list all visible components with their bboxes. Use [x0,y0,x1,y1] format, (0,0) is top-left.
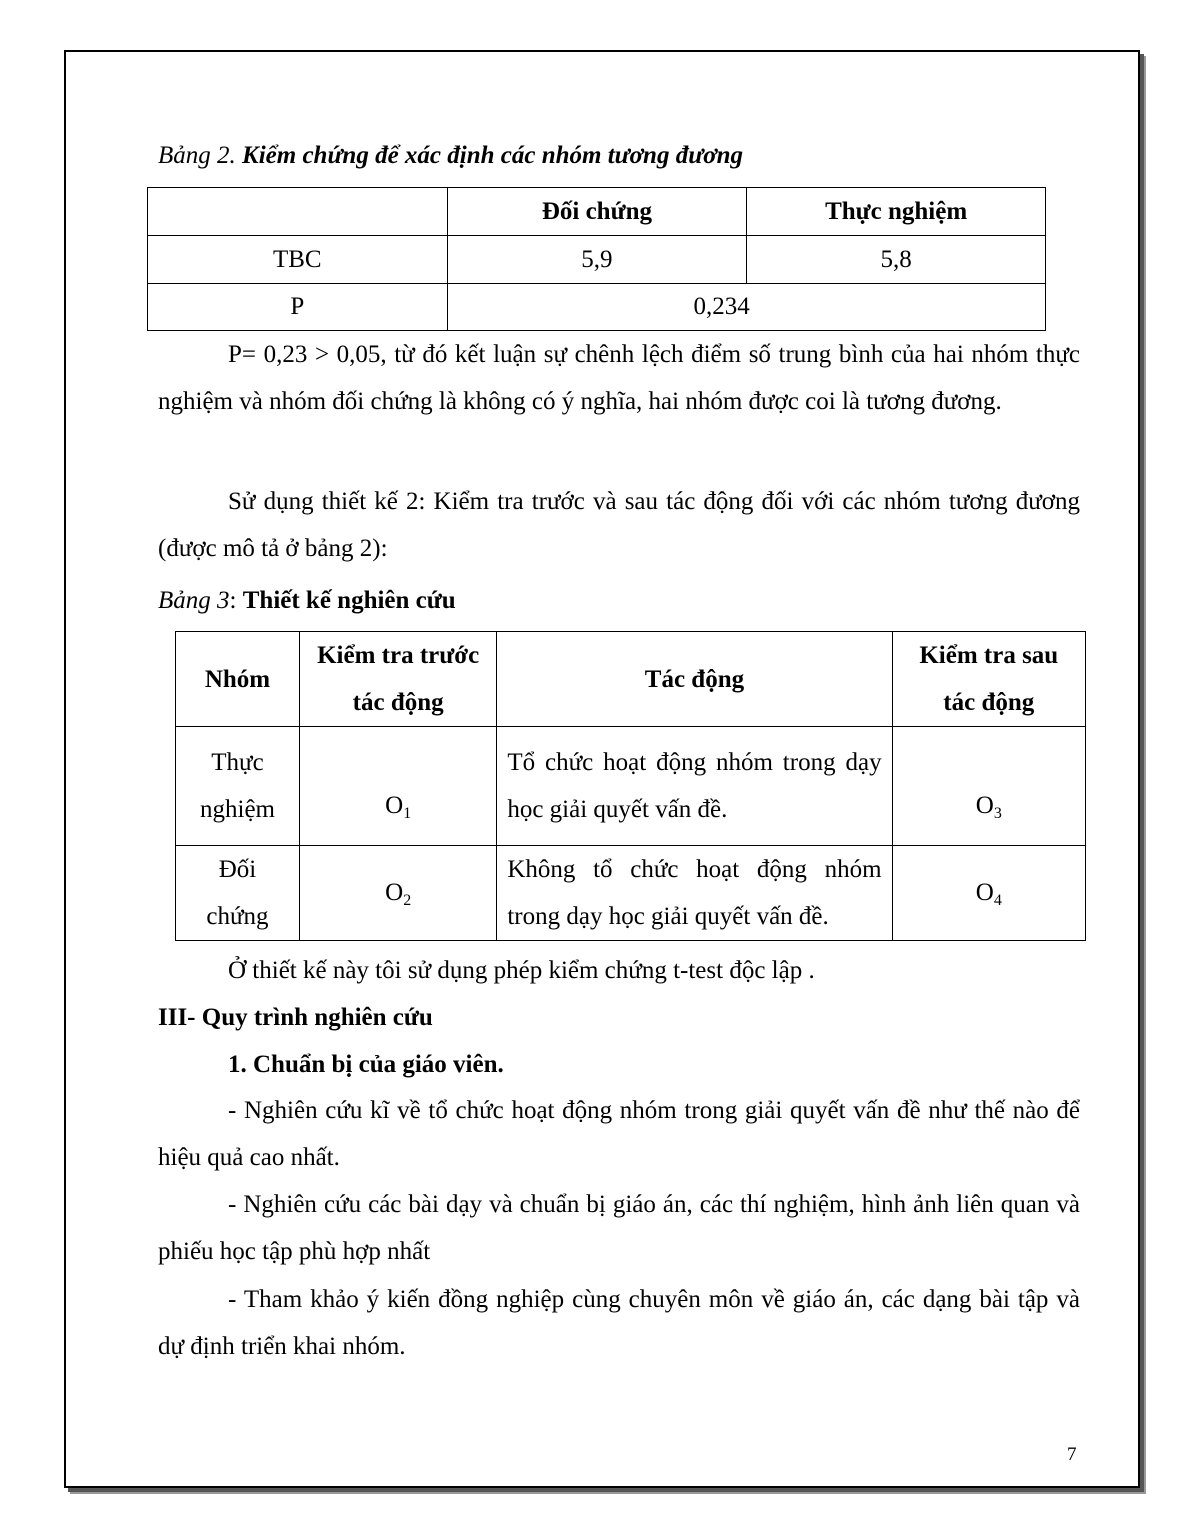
table3-group-cell: Đối chứng [176,846,300,941]
table2-header-row [148,188,1046,236]
table3-group-cell: Thực nghiệm [176,727,300,846]
table3-header-posttest: Kiểm tra sau tác động [892,632,1085,727]
table3-o-sub: 4 [993,892,1002,909]
table3-caption [158,585,456,617]
table3-caption-title: Thiết kế nghiên cứu [242,587,456,614]
bullet-item: - Tham khảo ý kiến đồng nghiệp cùng chuyên môn về giáo án, các dạng bài tập và dự định triển khai nhóm. [158,1286,1080,1360]
table2-row-tbc [148,236,1046,284]
table3-o-base: O [975,792,994,819]
table3-action-cell: Tổ chức hoạt động nhóm trong dạy học giải quyết vấn đề. [497,727,892,846]
table3-o-sub: 1 [403,805,412,822]
table3 [175,631,1086,941]
table3-o-sub: 3 [993,805,1002,822]
table3-o-base: O [975,879,994,906]
section-heading: III- Quy trình nghiên cứu [158,1004,433,1031]
subsection-heading: 1. Chuẩn bị của giáo viên. [228,1051,504,1078]
table3-o-base: O [385,879,404,906]
table2-cell-p-value: 0,234 [447,284,1045,331]
table2-cell: 5,9 [447,236,747,284]
page-number: 7 [1067,1444,1077,1465]
table3-header-row [176,632,1086,727]
table3-caption-sep: : [229,587,243,614]
table2-cell: TBC [148,236,448,284]
table3-row-control [176,846,1086,941]
table3-caption-prefix: Bảng 3 [158,587,230,614]
paragraph-conclusion: P= 0,23 > 0,05, từ đó kết luận sự chênh lệch điểm số trung bình của hai nhóm thực nghiệm và nhóm đối chứng là không có ý nghĩa, hai nhóm được coi là tương đương. [158,341,1080,415]
table2-cell: P [148,284,448,331]
paragraph-ttest: Ở thiết kế này tôi sử dụng phép kiểm chứng t-test độc lập . [228,957,815,984]
table3-pretest-cell [299,846,496,941]
table3-header-group: Nhóm [176,632,300,727]
table3-pretest-cell [299,727,496,846]
table3-row-experiment [176,727,1086,846]
table3-action-cell: Không tổ chức hoạt động nhóm trong dạy học giải quyết vấn đề. [497,846,892,941]
table2-cell: 5,8 [747,236,1046,284]
bullet-item: - Nghiên cứu kĩ về tổ chức hoạt động nhóm trong giải quyết vấn đề như thế nào để hiệu quả cao nhất. [158,1097,1080,1171]
table3-o-sub: 2 [403,892,412,909]
table3-posttest-cell [892,727,1085,846]
table2-header-empty [148,188,448,236]
table2-caption-title: Kiểm chứng để xác định các nhóm tương đương [242,142,744,169]
table2-header-control: Đối chứng [447,188,747,236]
table2-caption [158,140,743,172]
table2 [147,187,1046,331]
table3-o-base: O [385,792,404,819]
paragraph-design: Sử dụng thiết kế 2: Kiểm tra trước và sau tác động đối với các nhóm tương đương (được mô tả ở bảng 2): [158,488,1080,562]
table2-header-experiment: Thực nghiệm [747,188,1046,236]
table2-row-p [148,284,1046,331]
table3-posttest-cell [892,846,1085,941]
table3-header-action: Tác động [497,632,892,727]
table3-header-pretest: Kiểm tra trước tác động [299,632,496,727]
bullet-item: - Nghiên cứu các bài dạy và chuẩn bị giáo án, các thí nghiệm, hình ảnh liên quan và phiếu học tập phù hợp nhất [158,1191,1080,1265]
table2-caption-prefix: Bảng 2. [158,142,243,169]
